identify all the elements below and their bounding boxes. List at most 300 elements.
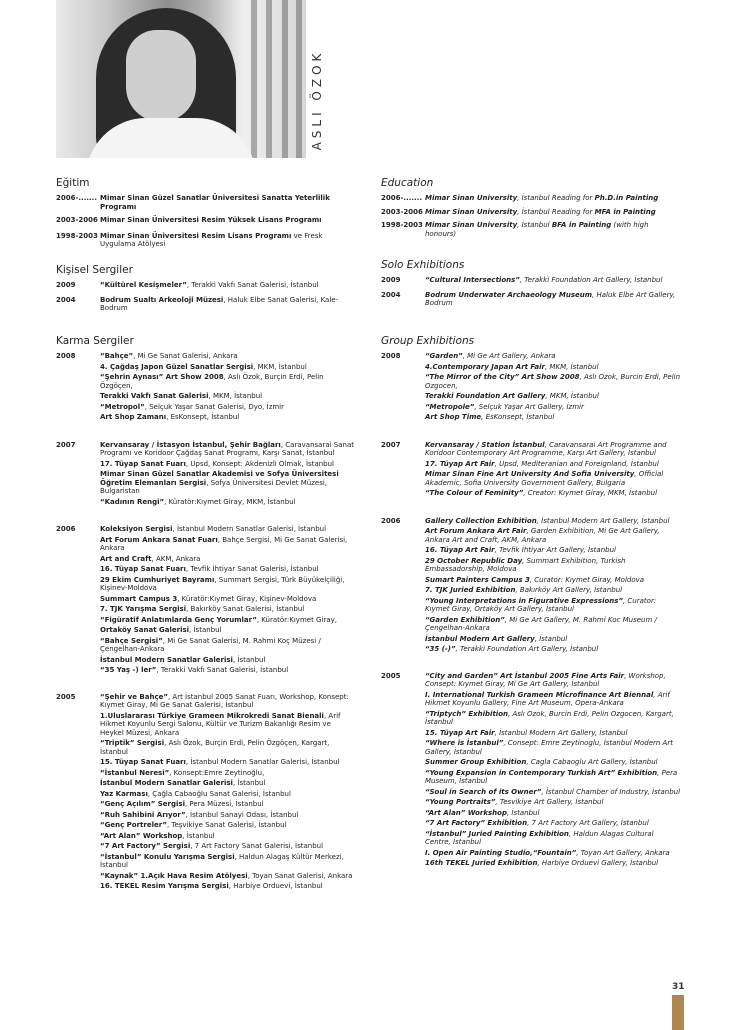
exhibition-item <box>425 672 681 689</box>
item-title: Mimar Sinan Üniversitesi Resim Yüksek Lisans Programı <box>100 216 322 224</box>
item-title: Kervansaray / Station İstanbul <box>425 440 545 449</box>
item-detail: , İstanbul Modern Art Gallery, İstanbul <box>536 516 670 525</box>
item-detail: , Haldun Alagaş Kültür Merkezi, İstanbul <box>100 852 344 869</box>
item-detail: , Çağla Cabaoğlu Sanat Galerisi, İstanbul <box>147 789 291 798</box>
section-solo <box>381 258 681 310</box>
entry-year: 2007 <box>56 440 76 449</box>
item-title: Koleksiyon Sergisi <box>100 525 173 533</box>
item-detail: , Terakki Vakfı Sanat Galerisi, İstanbul <box>186 281 319 289</box>
exhibition-item <box>425 739 681 756</box>
exhibition-item <box>100 811 356 820</box>
item-title: “35 (-)” <box>425 645 456 653</box>
exhibition-item <box>100 656 356 665</box>
item-detail: , Caravansarai Sanat Programı ve Koridoor Çağdaş Sanat Programı, Karşı Sanat, İstanbul <box>100 440 354 457</box>
entry-items <box>425 291 681 310</box>
section-title: Solo Exhibitions <box>381 259 465 271</box>
page-number-bar <box>672 995 684 1030</box>
entry-items <box>100 525 356 677</box>
item-detail: , Art İstanbul 2005 Sanat Fuarı, Workshop, Konsept: Kıymet Giray, Mi Ge Sanat Galerisi, İstanbul <box>100 692 349 709</box>
exhibition-item <box>425 710 681 727</box>
section-group <box>56 334 356 893</box>
exhibition-item <box>425 635 681 644</box>
entry-items <box>425 194 681 205</box>
exhibition-item <box>100 194 356 211</box>
exhibition-item <box>100 872 356 881</box>
exhibition-item <box>100 216 356 225</box>
item-detail: , MKM, İstanbul <box>253 362 307 371</box>
entry-year: 2006-....... <box>381 194 423 202</box>
item-detail: , Teşvikiye Sanat Galerisi, İstanbul <box>166 821 287 829</box>
exhibition-item <box>100 413 356 422</box>
entry-year: 2005 <box>381 671 401 680</box>
entry-row <box>56 352 356 424</box>
item-detail: , MKM, İstanbul <box>544 362 599 371</box>
item-detail: , Curator: Kıymet Giray, Ortaköy Art Gallery, İstanbul <box>425 596 657 613</box>
item-detail: (with high honours) <box>425 221 649 238</box>
exhibition-item <box>425 586 681 595</box>
item-title: “City and Garden” Art İstanbul 2005 Fine Arts Fair <box>425 671 625 680</box>
item-detail: , Creator: Kıymet Giray, MKM, İstanbul <box>523 489 658 497</box>
exhibition-item <box>425 557 681 574</box>
item-title: “Metropol” <box>100 402 145 411</box>
item-title: 1.Uluslararası Türkiye Grameen Mikrokredi Sanat Bienali <box>100 711 324 720</box>
exhibition-item <box>425 194 681 203</box>
exhibition-item <box>100 403 356 412</box>
exhibition-item <box>425 276 681 285</box>
item-title: 15. Tüyap Sanat Fuarı <box>100 758 186 766</box>
item-detail: , Terakki Foundation Art Gallery, İstanbul <box>455 645 599 653</box>
exhibition-item <box>425 597 681 614</box>
item-detail: , Bahçe Sergisi, Mi Ge Sanat Galerisi, Ankara <box>100 535 348 552</box>
entry-items <box>100 281 356 292</box>
item-detail: , Mi Ge Art Gallery, Ankara <box>462 352 556 360</box>
entry-year: 2006 <box>56 525 76 533</box>
entry-year: 2006-....... <box>56 194 98 202</box>
item-title: 7. TJK Yarışma Sergisi <box>100 605 187 613</box>
item-title: “Kültürel Kesişmeler” <box>100 281 187 289</box>
item-detail: , Curator: Kıymet Giray, Moldova <box>529 575 645 584</box>
item-detail: , Konsept:Emre Zeytinoğlu, <box>169 768 265 777</box>
item-title: Mimar Sinan Üniversitesi Resim Lisans Programı <box>100 231 292 240</box>
entry-row <box>381 291 681 310</box>
item-title: Terakki Foundation Art Gallery <box>425 392 546 400</box>
exhibition-item <box>425 373 681 390</box>
entry-items <box>425 441 681 500</box>
entry-year: 1998-2003 <box>56 231 98 240</box>
entry-year: 2009 <box>56 281 76 289</box>
exhibition-item <box>425 788 681 797</box>
section-title: Education <box>381 177 434 189</box>
item-title: Bodrum Underwater Archaeology Museum <box>425 290 593 299</box>
section-title: Eğitim <box>56 177 90 189</box>
item-detail: , AKM, Ankara <box>151 554 201 563</box>
item-title: 29 October Republic Day <box>425 556 523 565</box>
entry-row <box>381 672 681 870</box>
entry-year: 2007 <box>381 440 401 449</box>
item-detail: , Caravansarai Art Programme and Koridoor Contemporary Art Programme, Karşı Art Gallery, İstanbul <box>425 440 667 457</box>
entry-row <box>56 216 356 227</box>
item-detail: , İstanbul <box>189 626 222 634</box>
entry-year: 2005 <box>56 692 76 701</box>
item-detail: , İstanbul <box>182 831 215 840</box>
item-detail: , Aslı Özok, Burçin Erdi, Pelin Özgöçen, <box>100 373 324 390</box>
item-title: 17. Tüyap Sanat Fuarı <box>100 459 186 468</box>
item-title: Mimar Sinan Fine Art University And Sofia University <box>425 470 635 478</box>
item-detail: , Summart Exhibition, Turkish Embassadorship, Moldova <box>425 556 626 573</box>
section-title: Kişisel Sergiler <box>56 264 133 276</box>
item-detail: , Tesvikiye Art Gallery, İstanbul <box>495 798 604 806</box>
item-detail: , Mi Ge Sanat Galerisi, M. Rahmi Koç Müzesi / Çengelhan-Ankara <box>100 636 321 653</box>
exhibition-item <box>425 221 681 238</box>
item-title: Mimar Sinan Güzel Sanatlar Üniversitesi Sanatta Yeterlilik Programı <box>100 194 330 211</box>
item-title: “Soul in Search of its Owner” <box>425 787 542 796</box>
item-detail: , Pera Museum, İstanbul <box>425 768 678 785</box>
item-title: İstanbul Modern Sanatlar Galerisi <box>100 655 233 664</box>
item-title: Summart Campus 3 <box>100 594 178 603</box>
exhibition-item <box>425 546 681 555</box>
exhibition-item <box>100 616 356 625</box>
entry-row <box>56 693 356 893</box>
item-detail: , İstanbul <box>232 779 266 787</box>
exhibition-item <box>425 489 681 498</box>
item-title: 29 Ekim Cumhuriyet Bayramı <box>100 575 215 584</box>
entry-row <box>381 208 681 219</box>
entry-items <box>100 352 356 424</box>
exhibition-item <box>425 576 681 585</box>
exhibition-item <box>425 691 681 708</box>
exhibition-item <box>100 576 356 593</box>
item-title: “Şehir ve Bahçe” <box>100 692 168 701</box>
entry-items <box>425 276 681 287</box>
exhibition-item <box>100 666 356 675</box>
item-detail: , Aslı Özok, Burçin Erdi, Pelin Özgöçen, Kargart, İstanbul <box>100 739 330 756</box>
item-title: 16. Tüyap Sanat Fuarı <box>100 565 186 573</box>
item-title: 7. TJK Juried Exhibition <box>425 586 516 594</box>
item-detail: , Mi Ge Art Gallery, M. Rahmi Koc Museum / Çengelhan-Ankara <box>425 615 657 632</box>
exhibition-item <box>100 498 356 507</box>
exhibition-item <box>100 712 356 738</box>
section-title: Karma Sergiler <box>56 335 134 347</box>
item-detail: , Upsd, Konsept: Akdenizli Olmak, İstanbul <box>185 459 335 468</box>
exhibition-item <box>425 849 681 858</box>
exhibition-item <box>425 460 681 469</box>
exhibition-item <box>100 281 356 290</box>
exhibition-item <box>425 413 681 422</box>
item-title: 17. Tüyap Art Fair <box>425 459 495 468</box>
item-detail: , Toyan Sanat Galerisi, Ankara <box>247 871 353 880</box>
item-title: “Genç Portreler” <box>100 821 167 829</box>
item-title: Bodrum Sualtı Arkeoloji Müzesi <box>100 295 224 304</box>
item-title: 16th TEKEL Juried Exhibition <box>425 859 538 867</box>
entry-row <box>381 276 681 287</box>
item-title: Sumart Painters Campus 3 <box>425 575 530 584</box>
exhibition-item <box>100 460 356 469</box>
item-detail: , Haluk Elbe Art Gallery, Bodrum <box>425 290 676 307</box>
item-detail: , Küratör:Kıymet Giray, <box>256 615 337 624</box>
item-detail: , İstanbul Chamber of Industry, İstanbul <box>541 787 681 796</box>
item-title: 4. Çağdaş Japon Güzel Sanatlar Sergisi <box>100 362 254 371</box>
item-detail: , Mi Ge Sanat Galerisi, Ankara <box>133 352 238 360</box>
entry-items <box>425 672 681 870</box>
exhibition-item <box>100 758 356 767</box>
item-detail: , 7 Art Factory Sanat Galerisi, İstanbul <box>190 842 324 850</box>
item-detail: , Arif Hikmet Koyunlu Gallery, Fine Art Museum, Opera-Ankara <box>425 690 670 707</box>
exhibition-item <box>425 352 681 361</box>
entry-row <box>56 296 356 315</box>
exhibition-item <box>100 739 356 756</box>
section-solo <box>56 263 356 315</box>
item-title: “Art Alan” Workshop <box>100 831 183 840</box>
item-detail: , EsKonsept, İstanbul <box>166 413 240 421</box>
exhibition-item <box>425 291 681 308</box>
exhibition-item <box>100 296 356 313</box>
item-detail: , Consept: Emre Zeytinoglu, İstanbul Modern Art Gallery, İstanbul <box>425 739 673 756</box>
exhibition-item <box>100 232 356 249</box>
item-detail: , İstanbul Reading for <box>517 207 595 216</box>
item-detail: , Küratör:Kıymet Giray, Kişinev-Moldova <box>177 594 317 603</box>
item-title: Art Shop Zamanı <box>100 413 167 421</box>
item-detail: , Harbiye Orduevi, İstanbul <box>228 882 323 890</box>
item-title: “İstanbul” Juried Painting Exhibition <box>425 829 569 838</box>
item-title: 16. Tüyap Art Fair <box>425 546 495 554</box>
item-title: İstanbul Modern Sanatlar Galerisi <box>100 779 233 787</box>
entry-year: 1998-2003 <box>381 221 423 229</box>
item-title: “Garden Exhibition” <box>425 615 505 624</box>
item-title: Ortaköy Sanat Galerisi <box>100 626 190 634</box>
item-title: Art Forum Ankara Sanat Fuarı <box>100 535 218 544</box>
exhibition-item <box>100 441 356 458</box>
item-detail: , Bakırköy Sanat Galerisi, İstanbul <box>186 605 305 613</box>
exhibition-item <box>425 208 681 217</box>
item-title: I. International Turkish Grameen Microfinance Art Biennal <box>425 690 654 699</box>
entry-row <box>56 194 356 213</box>
entry-items <box>100 216 356 227</box>
item-detail: , Workshop, Consept: Kıymet Giray, Mi Ge Art Gallery, İstanbul <box>425 671 666 688</box>
item-title: “Garden” <box>425 352 463 360</box>
item-detail: ve Fresk Uygulama Atölyesi <box>100 231 323 248</box>
entry-row <box>56 281 356 292</box>
item-detail: , İstanbul Sanayi Odası, İstanbul <box>185 810 299 819</box>
item-title: Yaz Karması <box>100 789 148 798</box>
item-detail: , Garden Exhibition, Mi Ge Art Gallery, Ankara Art and Craft, AKM, Ankara <box>425 527 660 544</box>
exhibition-item <box>100 693 356 710</box>
entry-year: 2008 <box>56 352 76 360</box>
exhibition-item <box>100 853 356 870</box>
item-title: Gallery Collection Exhibition <box>425 516 537 525</box>
item-title: Art Forum Ankara Art Fair <box>425 527 527 535</box>
entry-year: 2003-2006 <box>381 207 423 216</box>
item-title: “Ruh Sahibini Arıyor” <box>100 810 186 819</box>
item-detail: , Küratör:Kıymet Giray, MKM, İstanbul <box>164 497 296 506</box>
item-title: “Young Portraits” <box>425 798 496 806</box>
exhibition-item <box>425 403 681 412</box>
item-detail: , Terakki Foundation Art Gallery, İstanbul <box>519 276 663 284</box>
entry-items <box>100 232 356 251</box>
exhibition-item <box>425 616 681 633</box>
exhibition-item <box>100 565 356 574</box>
exhibition-item <box>100 373 356 390</box>
exhibition-item <box>425 758 681 767</box>
exhibition-item <box>425 517 681 526</box>
exhibition-item <box>100 605 356 614</box>
item-title: Mimar Sinan University <box>425 207 518 216</box>
item-title: “Bahçe” <box>100 352 134 360</box>
section-education <box>56 176 356 251</box>
item-title: “The Colour of Feminity” <box>425 489 524 497</box>
item-detail: , Selçuk Yaşar Art Gallery, İzmir <box>474 402 584 411</box>
exhibition-item <box>425 859 681 868</box>
item-detail: , Upsd, Mediteranian and Foreignland, İstanbul <box>494 459 659 468</box>
item-title: “Bahçe Sergisi” <box>100 636 163 645</box>
item-detail: , İstanbul Modern Sanatlar Galerisi, İstanbul <box>185 758 340 766</box>
exhibition-item <box>425 830 681 847</box>
entry-year: 2006 <box>381 516 401 525</box>
exhibition-item <box>425 798 681 807</box>
item-detail: , Haluk Elbe Sanat Galerisi, Kale-Bodrum <box>100 295 339 312</box>
entry-row <box>56 525 356 677</box>
item-detail: , 7 Art Factory Art Gallery, İstanbul <box>527 819 649 827</box>
item-detail: , İstanbul Reading for <box>517 194 595 202</box>
entry-items <box>425 352 681 424</box>
item-detail: , Arif Hikmet Koyunlu Sergi Salonu, Kültür ve Turizm Bakanlığı Resim ve Heykel Müzesi, Ankara <box>100 711 341 737</box>
entry-year: 2009 <box>381 276 401 284</box>
item-detail: , Selçuk Yaşar Sanat Galerisi, Dyo, İzmir <box>144 402 285 411</box>
item-title: “Young Expansion in Contemporary Turkish Art” Exhibition <box>425 768 658 777</box>
exhibition-item <box>100 352 356 361</box>
item-detail: , İstanbul Modern Sanatlar Galerisi, İstanbul <box>172 525 327 533</box>
item-title: Ph.D.in Painting <box>594 194 659 202</box>
item-title: I. Open Air Painting Studio,“Fountain” <box>425 848 577 857</box>
section-group <box>381 334 681 870</box>
exhibition-item <box>100 800 356 809</box>
entry-row <box>381 194 681 205</box>
item-title: Mimar Sinan University <box>425 221 518 229</box>
item-title: “Art Alan” Workshop <box>425 808 507 817</box>
item-title: “Şehrin Aynası” Art Show 2008 <box>100 373 224 381</box>
item-detail: , Bakırköy Art Gallery, İstanbul <box>515 586 623 594</box>
item-detail: , Cagla Cabaoglu Art Gallery, İstanbul <box>526 758 658 766</box>
item-title: “Cultural Intersections” <box>425 276 520 284</box>
item-title: Terakki Vakfı Sanat Galerisi <box>100 392 209 400</box>
entry-row <box>381 352 681 424</box>
item-detail: , Aslı Ozok, Burcin Erdi, Pelin Ozgocen, Kargart, İstanbul <box>425 709 674 726</box>
entry-row <box>56 441 356 509</box>
exhibition-item <box>100 536 356 553</box>
exhibition-item <box>100 790 356 799</box>
exhibition-item <box>100 882 356 891</box>
entry-year: 2003-2006 <box>56 216 98 224</box>
item-title: BFA in Painting <box>551 221 612 229</box>
exhibition-item <box>100 363 356 372</box>
exhibition-item <box>100 626 356 635</box>
exhibition-item <box>425 645 681 654</box>
item-title: Art Shop Time <box>425 413 482 421</box>
entry-items <box>100 296 356 315</box>
exhibition-item <box>100 470 356 496</box>
exhibition-item <box>100 392 356 401</box>
exhibition-item <box>100 821 356 830</box>
artist-name <box>309 40 325 160</box>
exhibition-item <box>100 555 356 564</box>
item-title: Mimar Sinan University <box>425 194 518 202</box>
exhibition-item <box>425 819 681 828</box>
entry-items <box>100 693 356 893</box>
entry-items <box>100 441 356 509</box>
item-detail: , İstanbul <box>232 655 266 664</box>
exhibition-item <box>425 470 681 487</box>
item-title: 4.Contemporary Japan Art Fair <box>425 362 545 371</box>
entry-row <box>381 221 681 240</box>
artist-photo <box>56 0 306 158</box>
item-detail: , Sofya Üniversitesi Devlet Müzesi, Bulgaristan <box>100 478 328 495</box>
exhibition-item <box>425 527 681 544</box>
item-detail: , İstanbul Modern Art Gallery, İstanbul <box>494 728 628 737</box>
exhibition-item <box>100 525 356 534</box>
entry-items <box>100 194 356 213</box>
item-title: Art and Craft <box>100 554 152 563</box>
item-detail: , İstanbul <box>517 221 552 229</box>
item-title: 16. TEKEL Resim Yarışma Sergisi <box>100 882 229 890</box>
section-education <box>381 176 681 240</box>
exhibition-item <box>100 779 356 788</box>
item-detail: , MKM, İstanbul <box>545 392 599 400</box>
item-title: “Kaynak” 1.Açık Hava Resim Atölyesi <box>100 871 248 880</box>
item-detail: , Pera Müzesi, İstanbul <box>184 800 264 808</box>
item-detail: , Terakki Vakfı Sanat Galerisi, İstanbul <box>156 666 289 674</box>
entry-year: 2004 <box>381 290 401 299</box>
exhibition-item <box>100 637 356 654</box>
exhibition-item <box>100 769 356 778</box>
item-title: 15. Tüyap Art Fair <box>425 728 495 737</box>
item-title: Summer Group Exhibition <box>425 758 527 766</box>
item-title: “7 Art Factory” Sergisi <box>100 842 191 850</box>
item-detail: , Tevfik İhtiyar Art Gallery, İstanbul <box>494 546 616 554</box>
item-title: “Young Interpretations in Figurative Expressions” <box>425 596 623 605</box>
entry-year: 2008 <box>381 352 401 360</box>
item-title: “7 Art Factory” Exhibition <box>425 819 528 827</box>
item-detail: , Tevfik İhtiyar Sanat Galerisi, İstanbul <box>185 565 319 573</box>
entry-row <box>381 517 681 656</box>
exhibition-item <box>100 842 356 851</box>
item-title: “Triptik” Sergisi <box>100 739 165 747</box>
entry-row <box>381 441 681 500</box>
exhibition-item <box>425 769 681 786</box>
page-number: 31 <box>672 982 685 992</box>
exhibition-item <box>425 729 681 738</box>
item-title: “35 Yaş -) ler” <box>100 666 157 674</box>
item-detail: , Toyan Art Gallery, Ankara <box>576 848 670 857</box>
item-detail: , MKM, İstanbul <box>208 392 263 400</box>
item-title: “İstanbul” Konulu Yarışma Sergisi <box>100 852 235 861</box>
exhibition-item <box>425 809 681 818</box>
item-detail: , EsKonsept, İstanbul <box>481 413 555 421</box>
item-title: “İstanbul Neresi” <box>100 768 170 777</box>
item-title: Kervansaray / İstasyon İstanbul, Şehir Bağları <box>100 440 281 449</box>
item-title: “Figüratif Anlatımlarda Genç Yorumlar” <box>100 615 257 624</box>
item-title: “Triptych” Exhibition <box>425 709 508 718</box>
item-title: “Where is İstanbul” <box>425 739 504 747</box>
item-title: İstanbul Modern Art Gallery <box>425 634 535 643</box>
exhibition-item <box>425 363 681 372</box>
exhibition-item <box>100 595 356 604</box>
item-title: Mimar Sinan Güzel Sanatlar Akademisi ve Sofya Üniversitesi Öğretim Elemanları Sergisi <box>100 470 339 487</box>
artist-name-text: ASLI ÖZOK <box>310 49 324 151</box>
entry-items <box>425 208 681 219</box>
exhibition-item <box>100 832 356 841</box>
item-title: “Metropole” <box>425 402 475 411</box>
entry-row <box>56 232 356 251</box>
entry-year: 2004 <box>56 295 76 304</box>
